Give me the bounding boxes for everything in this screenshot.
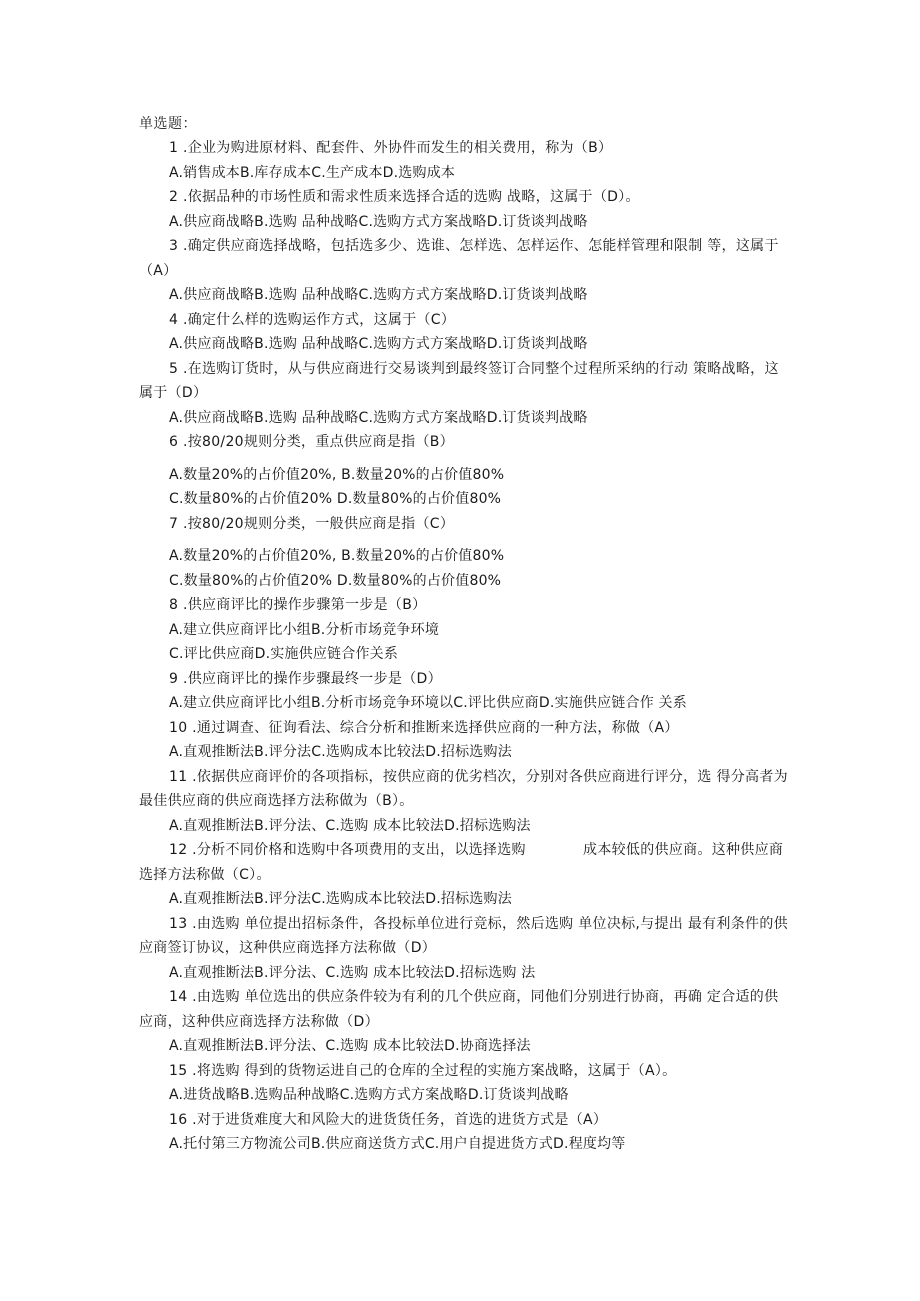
question-stem: 2 .依据品种的市场性质和需求性质来选择合适的选购 战略，这属于（D）。	[169, 189, 640, 205]
question-options	[169, 1083, 789, 1108]
question-item	[0, 308, 920, 357]
question-item	[0, 838, 920, 912]
option-line: A.建立供应商评比小组B.分析市场竞争环境以C.评比供应商D.实施供应链合作 关系	[169, 695, 687, 711]
question-options	[169, 887, 789, 912]
question-stem: 15 .将选购 得到的货物运进自己的仓库的全过程的实施方案战略，这属于（A）。	[169, 1062, 677, 1079]
spacer	[0, 455, 920, 463]
option-line: A.进货战略B.选购品种战略C.选购方式方案战略D.订货谈判战略	[169, 1087, 569, 1103]
question-item	[0, 593, 920, 667]
question-options	[169, 814, 789, 839]
question-item	[0, 430, 920, 512]
option-line: A.供应商战略B.选购 品种战略C.选购方式方案战略D.订货谈判战略	[169, 409, 588, 426]
question-item	[0, 512, 920, 594]
question-stem: 13 .由选购 单位提出招标条件，各投标单位进行竞标，然后选购 单位决标,与提出 最有利条件的供应商签订协议，这种供应商选择方法称做（D）	[139, 915, 788, 956]
question-item	[0, 1108, 920, 1157]
question-item	[0, 1059, 920, 1108]
question-item	[0, 912, 920, 986]
question-stem: 10 .通过调查、征询看法、综合分析和推断来选择供应商的一种方法，称做（A）	[169, 719, 679, 736]
spacer	[0, 536, 920, 544]
question-options	[169, 961, 789, 986]
question-item	[0, 357, 920, 431]
question-options	[169, 463, 789, 512]
option-line: A.直观推断法B.评分法、C.选购 成本比较法D.协商选择法	[169, 1038, 531, 1054]
option-line: C.数量80%的占价值20% D.数量80%的占价值80%	[169, 491, 502, 507]
question-item	[0, 136, 920, 185]
question-stem: 1 .企业为购进原材料、配套件、外协件而发生的相关费用，称为（B）	[169, 140, 613, 156]
question-options	[169, 740, 789, 765]
option-line: C.评比供应商D.实施供应链合作关系	[169, 646, 399, 662]
question-stem: 16 .对于进货难度大和风险大的进货货任务，首选的进货方式是（A）	[169, 1111, 608, 1128]
option-line: A.直观推断法B.评分法、C.选购 成本比较法D.招标选购 法	[169, 964, 536, 981]
question-stem: 14 .由选购 单位选出的供应条件较为有利的几个供应商，同他们分别进行协商，再确 定合适的供应商，这种供应商选择方法称做（D）	[139, 989, 779, 1030]
question-item	[0, 234, 920, 308]
question-options	[169, 691, 789, 716]
question-options	[169, 161, 789, 186]
option-line: A.销售成本B.库存成本C.生产成本D.选购成本	[169, 164, 456, 181]
question-options	[169, 210, 789, 235]
question-item	[0, 985, 920, 1059]
option-line: A.数量20%的占价值20%, B.数量20%的占价值80%	[169, 548, 505, 564]
question-options	[169, 544, 789, 593]
question-stem: 8 .供应商评比的操作步骤第一步是（B）	[169, 597, 427, 613]
question-stem: 6 .按80/20规则分类，重点供应商是指（B）	[169, 434, 454, 450]
option-line: A.供应商战略B.选购 品种战略C.选购方式方案战略D.订货谈判战略	[169, 336, 588, 352]
option-line: A.供应商战略B.选购 品种战略C.选购方式方案战略D.订货谈判战略	[169, 287, 588, 303]
option-line: A.建立供应商评比小组B.分析市场竞争环境	[169, 621, 440, 638]
option-line: A.数量20%的占价值20%, B.数量20%的占价值80%	[169, 466, 505, 483]
question-stem: 12 .分析不同价格和选购中各项费用的支出，以选择选购 成本较低的供应商。这种供应商选择方法称做（C）。	[139, 842, 784, 883]
option-line: A.直观推断法B.评分法、C.选购 成本比较法D.招标选购法	[169, 817, 531, 834]
question-options	[169, 332, 789, 357]
option-line: A.直观推断法B.评分法C.选购成本比较法D.招标选购法	[169, 744, 512, 760]
question-options	[169, 618, 789, 667]
option-line: A.托付第三方物流公司B.供应商送货方式C.用户自提进货方式D.程度均等	[169, 1136, 626, 1152]
question-stem: 3 .确定供应商选择战略，包括选多少、选谁、怎样选、怎样运作、怎能样管理和限制 等，这属于（A）	[139, 238, 779, 279]
option-line: C.数量80%的占价值20% D.数量80%的占价值80%	[169, 572, 502, 589]
question-stem: 5 .在选购订货时，从与供应商进行交易谈判到最终签订合同整个过程所采纳的行动 策略战略，这属于（D）	[139, 360, 779, 401]
option-line: A.直观推断法B.评分法C.选购成本比较法D.招标选购法	[169, 891, 512, 907]
question-options	[169, 1034, 789, 1059]
section-title: 单选题：	[139, 116, 197, 132]
question-item	[0, 765, 920, 839]
question-item	[0, 185, 920, 234]
question-item	[0, 667, 920, 716]
question-item	[0, 716, 920, 765]
question-stem: 4 .确定什么样的选购运作方式，这属于（C）	[169, 311, 456, 328]
question-list	[0, 136, 920, 1157]
question-stem: 9 .供应商评比的操作步骤最终一步是（D）	[169, 670, 442, 687]
question-options	[169, 406, 789, 431]
option-line: A.供应商战略B.选购 品种战略C.选购方式方案战略D.订货谈判战略	[169, 213, 588, 230]
question-options	[169, 283, 789, 308]
question-stem: 7 .按80/20规则分类，一般供应商是指（C）	[169, 515, 455, 532]
question-stem: 11 .依据供应商评价的各项指标，按供应商的优劣档次，分别对各供应商进行评分，选 得分高者为最佳供应商的供应商选择方法称做为（B）。	[139, 768, 788, 809]
question-options	[169, 1132, 789, 1157]
